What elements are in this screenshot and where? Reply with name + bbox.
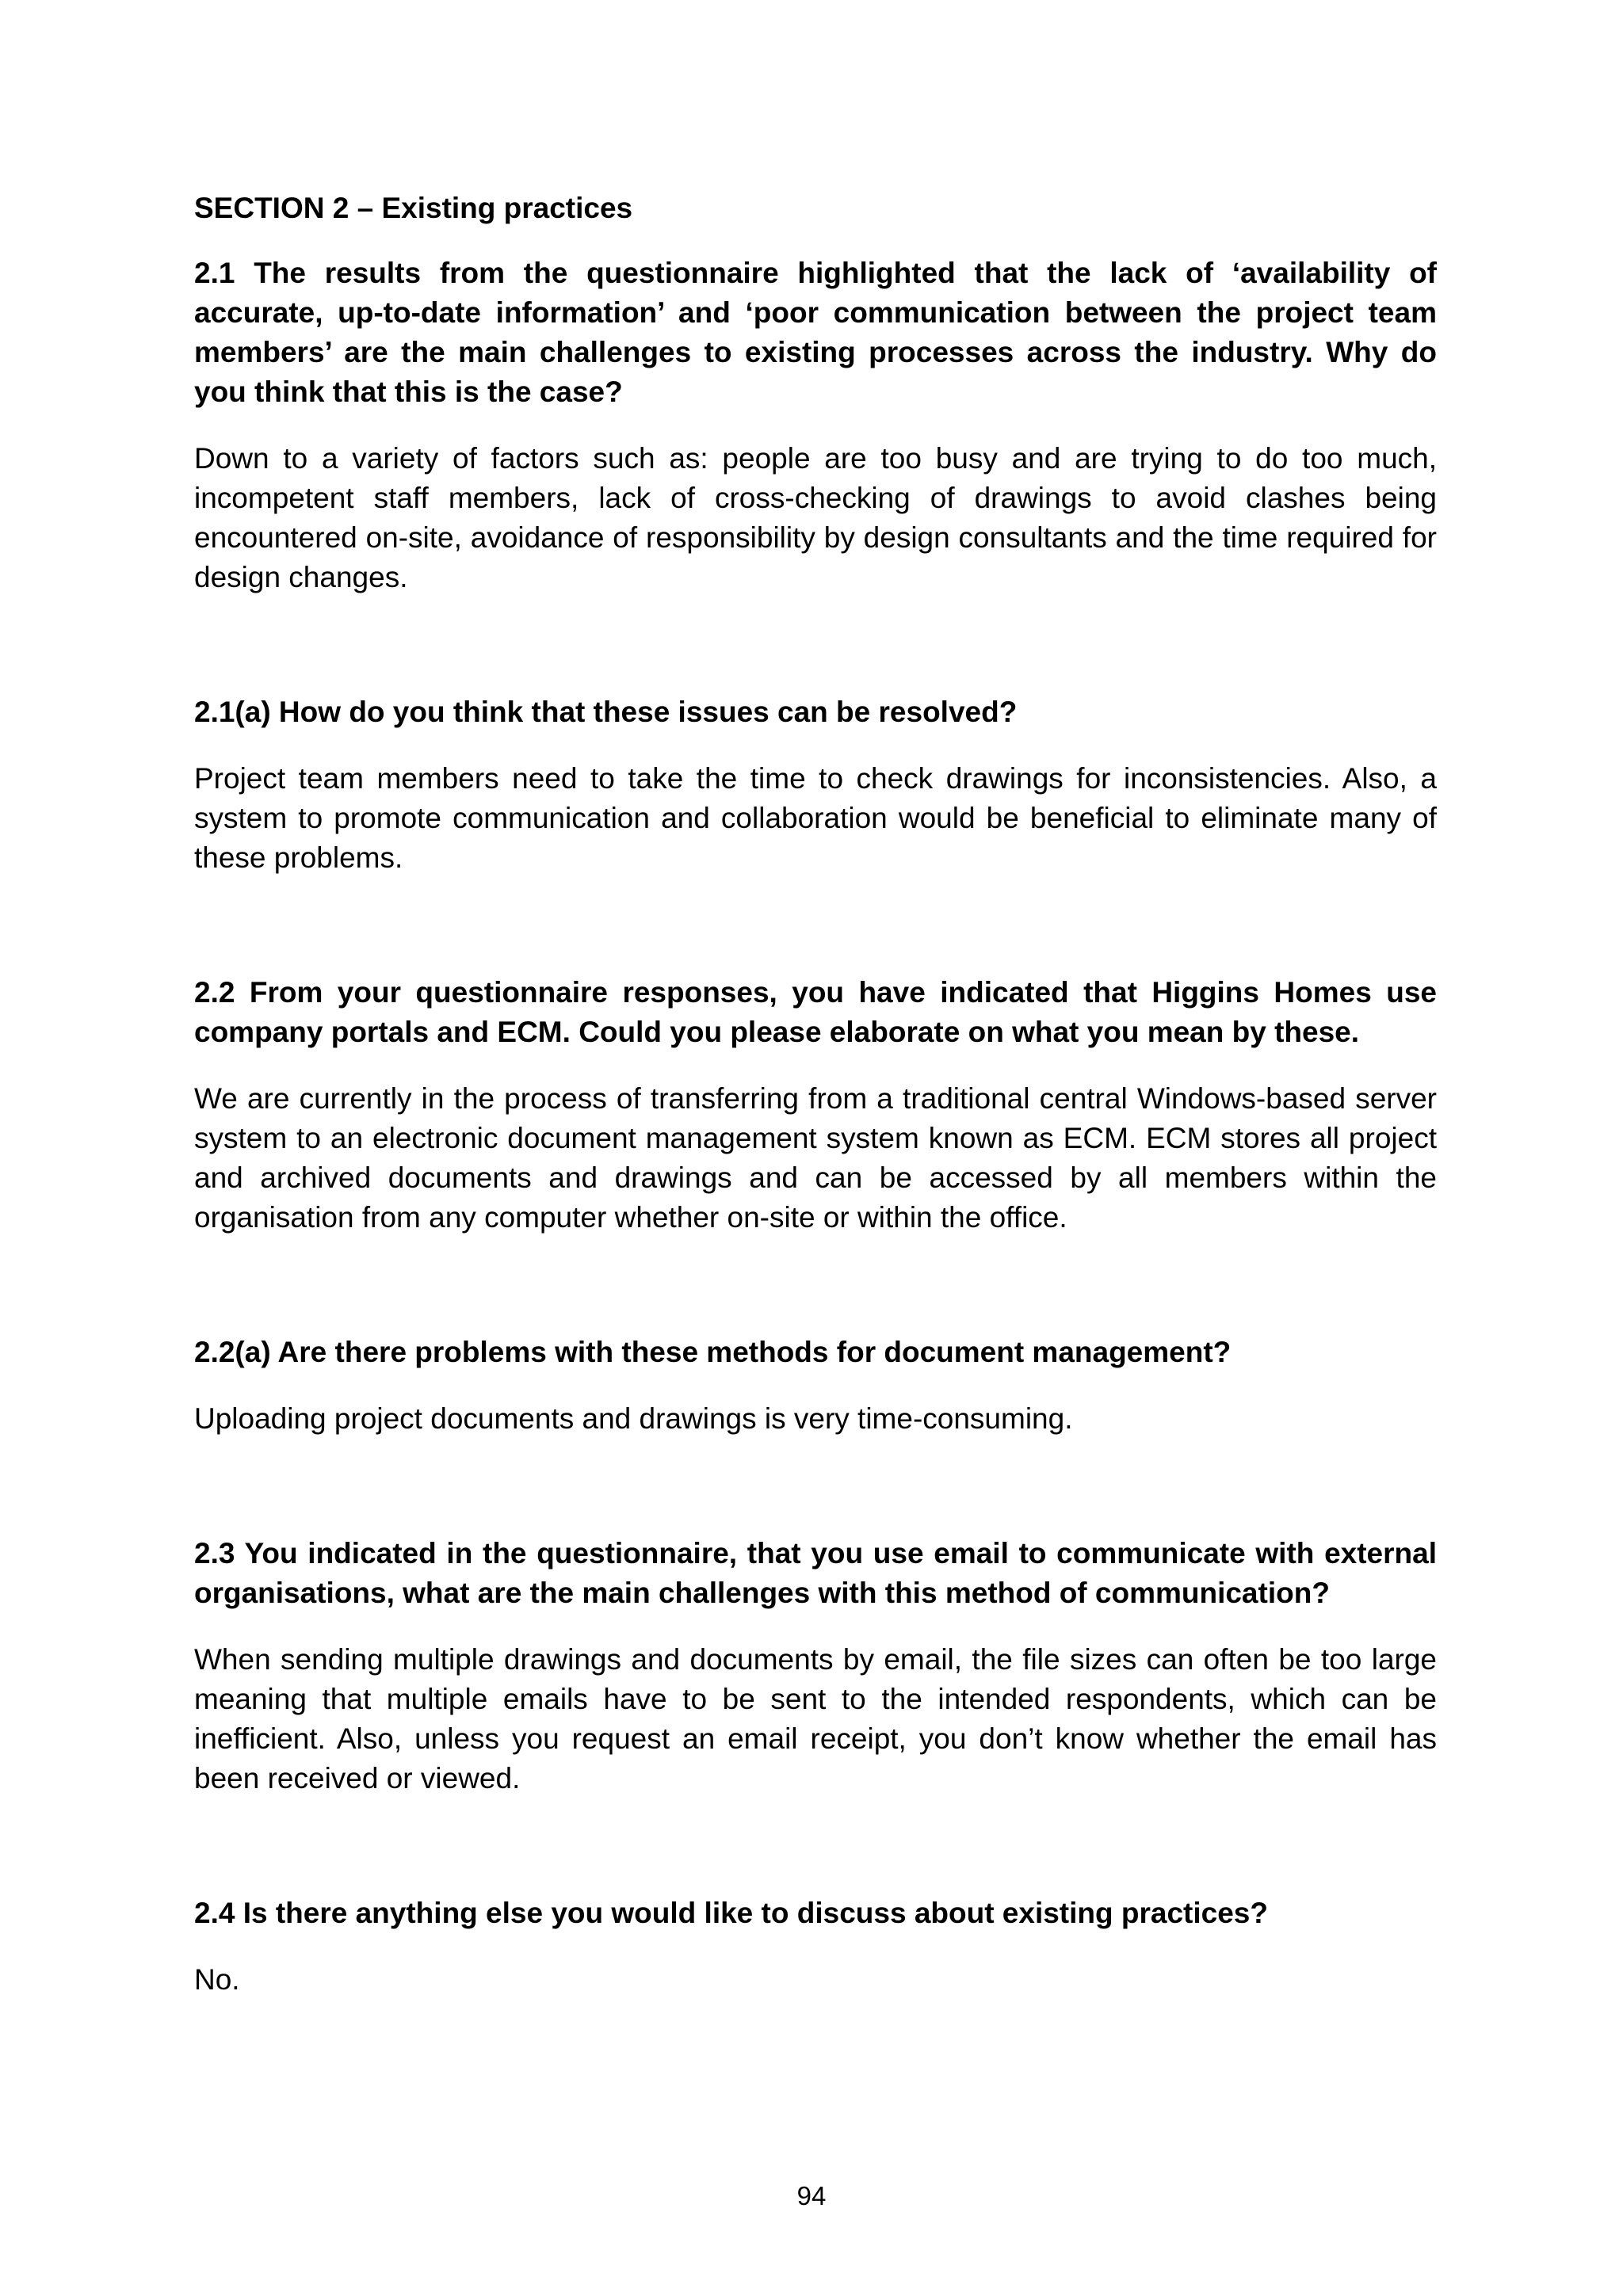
question-2-3: 2.3 You indicated in the questionnaire, that you use email to communicate with external organisations, what are the main challenges with this method of communication? <box>194 1537 1437 1609</box>
answer-2-2a: Uploading project documents and drawings is very time-consuming. <box>194 1402 1073 1435</box>
question-2-4: 2.4 Is there anything else you would like to discuss about existing practices? <box>194 1897 1268 1929</box>
question-2-2: 2.2 From your questionnaire responses, you have indicated that Higgins Homes use company portals and ECM. Could you please elaborate on what you mean by these. <box>194 976 1437 1048</box>
question-2-1a: 2.1(a) How do you think that these issues can be resolved? <box>194 696 1018 728</box>
document-page <box>194 189 1437 2000</box>
section-title: SECTION 2 – Existing practices <box>194 192 633 224</box>
question-2-1: 2.1 The results from the questionnaire highlighted that the lack of ‘availability of accurate, up-to-date information’ and ‘poor communication between the project team members’ are the main challenges to existing processes across the industry. Why do you think that this is the case? <box>194 257 1437 408</box>
spacer <box>194 1439 1437 1534</box>
answer-2-4: No. <box>194 1963 240 1996</box>
spacer <box>194 597 1437 692</box>
spacer <box>194 1238 1437 1333</box>
spacer <box>194 1798 1437 1894</box>
answer-2-2: We are currently in the process of transferring from a traditional central Windows-based server system to an electronic document management system known as ECM. ECM stores all project and archived documents and drawings and can be accessed by all members within the organisation from any computer whether on-site or within the office. <box>194 1082 1437 1234</box>
question-2-2a: 2.2(a) Are there problems with these methods for document management? <box>194 1336 1232 1368</box>
answer-2-1a: Project team members need to take the time to check drawings for inconsistencies. Also, a system to promote communication and collaboration would be beneficial to eliminate many of these problems. <box>194 762 1437 874</box>
answer-2-3: When sending multiple drawings and documents by email, the file sizes can often be too large meaning that multiple emails have to be sent to the intended respondents, which can be inefficient. Also, unless you request an email receipt, you don’t know whether the email has been received or viewed. <box>194 1643 1437 1794</box>
page-number: 94 <box>796 2181 827 2210</box>
spacer <box>194 878 1437 973</box>
answer-2-1: Down to a variety of factors such as: people are too busy and are trying to do too much, incompetent staff members, lack of cross-checking of drawings to avoid clashes being encountered on-site, avoidance of responsibility by design consultants and the time required for design changes. <box>194 442 1437 593</box>
